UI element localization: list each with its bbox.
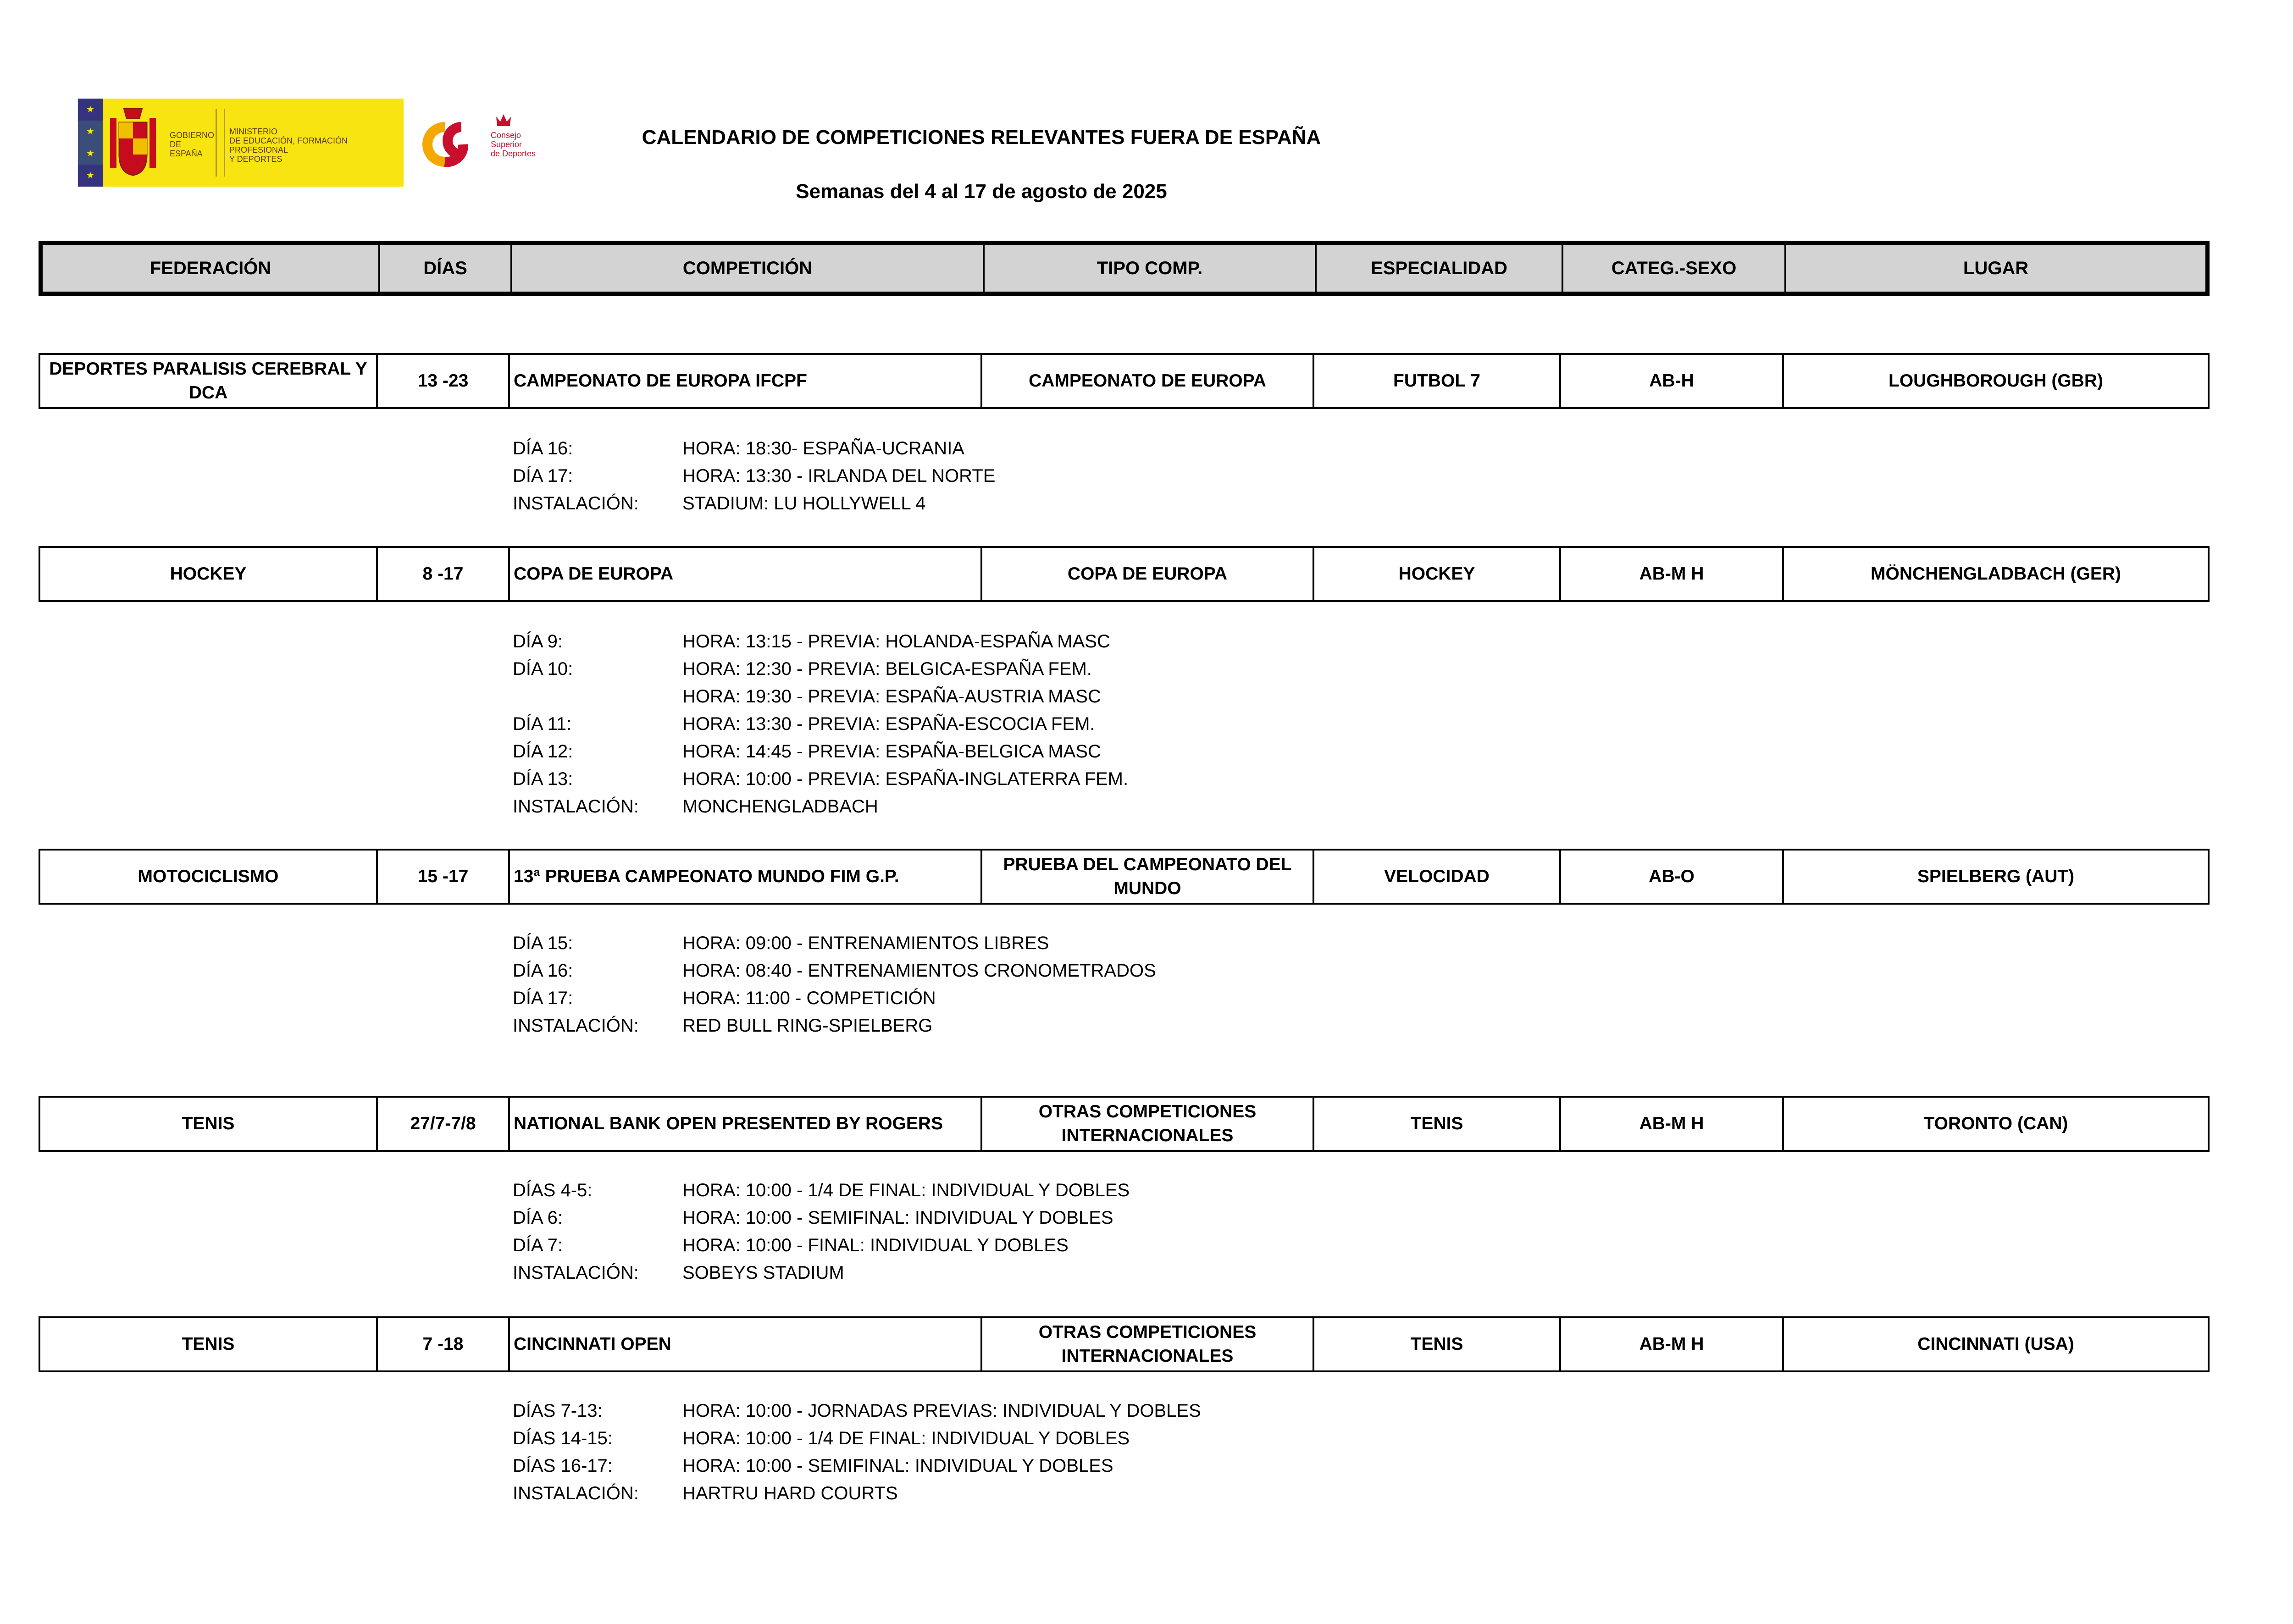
detail-label: INSTALACIÓN: [513, 1016, 639, 1036]
detail-label: DÍAS 16-17: [513, 1456, 613, 1476]
header-especialidad: ESPECIALIDAD [1317, 245, 1563, 292]
detail-label: INSTALACIÓN: [513, 1483, 639, 1503]
cell-categoria: AB-M H [1561, 548, 1784, 600]
cell-categoria: AB-O [1561, 851, 1784, 903]
detail-value: HORA: 10:00 - SEMIFINAL: INDIVIDUAL Y DOBLES [682, 1456, 1113, 1476]
cell-tipo: CAMPEONATO DE EUROPA [982, 355, 1314, 407]
detail-label: DÍA 11: [513, 714, 572, 734]
header-categoria: CATEG.-SEXO [1563, 245, 1786, 292]
header-lugar: LUGAR [1963, 258, 2029, 278]
detail-label: DÍA 7: [513, 1235, 563, 1255]
gobierno-line: DE ESPAÑA [170, 140, 203, 158]
cell-competicion: NATIONAL BANK OPEN PRESENTED BY ROGERS [510, 1098, 982, 1150]
detail-label: DÍA 13: [513, 769, 573, 789]
detail-value: HORA: 10:00 - PREVIA: ESPAÑA-INGLATERRA FEM. [682, 769, 1129, 789]
eu-stars: ★ ★ ★ ★ [86, 105, 94, 181]
cell-competicion: CAMPEONATO DE EUROPA IFCPF [510, 355, 982, 407]
cell-especialidad: TENIS [1314, 1098, 1561, 1150]
detail-label: DÍA 10: [513, 659, 573, 679]
ministerio-line: Y DEPORTES [229, 155, 282, 164]
competition-row [39, 1096, 2210, 1152]
detail-value: STADIUM: LU HOLLYWELL 4 [682, 493, 926, 514]
detail-value: HORA: 09:00 - ENTRENAMIENTOS LIBRES [682, 933, 1049, 953]
detail-value: HORA: 13:30 - IRLANDA DEL NORTE [682, 466, 996, 486]
cell-especialidad: HOCKEY [1314, 548, 1561, 600]
table-header [39, 241, 2210, 296]
cell-tipo: OTRAS COMPETICIONES INTERNACIONALES [982, 1318, 1314, 1370]
cell-competicion: COPA DE EUROPA [510, 548, 982, 600]
detail-value: HARTRU HARD COURTS [682, 1483, 898, 1503]
detail-value: HORA: 10:00 - FINAL: INDIVIDUAL Y DOBLES [682, 1235, 1069, 1255]
header-competicion: COMPETICIÓN [512, 245, 985, 292]
detail-value: HORA: 12:30 - PREVIA: BELGICA-ESPAÑA FEM. [682, 659, 1092, 679]
detail-value: HORA: 19:30 - PREVIA: ESPAÑA-AUSTRIA MASC [682, 686, 1101, 707]
detail-value: HORA: 10:00 - 1/4 DE FINAL: INDIVIDUAL Y DOBLES [682, 1428, 1130, 1448]
detail-value: MONCHENGLADBACH [682, 796, 878, 817]
detail-label: DÍA 16: [513, 961, 573, 981]
gobierno-logo [78, 99, 404, 187]
cell-federacion: HOCKEY [40, 548, 378, 600]
detail-value: HORA: 14:45 - PREVIA: ESPAÑA-BELGICA MASC [682, 741, 1101, 762]
cell-federacion: TENIS [40, 1098, 378, 1150]
detail-label: INSTALACIÓN: [513, 493, 639, 514]
detail-label: DÍA 9: [513, 631, 563, 652]
cell-competicion: CINCINNATI OPEN [510, 1318, 982, 1370]
cell-tipo: OTRAS COMPETICIONES INTERNACIONALES [982, 1098, 1314, 1150]
gobierno-text [170, 131, 213, 158]
csd-emblem-icon [417, 99, 486, 187]
cell-competicion: 13ª PRUEBA CAMPEONATO MUNDO FIM G.P. [510, 851, 982, 903]
cell-lugar: TORONTO (CAN) [1923, 1114, 2068, 1133]
detail-label: INSTALACIÓN: [513, 1263, 639, 1283]
ministerio-line: DE EDUCACIÓN, FORMACIÓN PROFESIONAL [229, 136, 348, 155]
cell-especialidad: VELOCIDAD [1314, 851, 1561, 903]
detail-label: DÍAS 7-13: [513, 1401, 603, 1421]
cell-federacion: DEPORTES PARALISIS CEREBRAL Y DCA [40, 355, 378, 407]
detail-label: INSTALACIÓN: [513, 796, 639, 817]
cell-categoria: AB-H [1561, 355, 1784, 407]
detail-value: HORA: 13:30 - PREVIA: ESPAÑA-ESCOCIA FEM. [682, 714, 1095, 734]
logo-divider [216, 109, 217, 177]
detail-value: HORA: 10:00 - SEMIFINAL: INDIVIDUAL Y DOBLES [682, 1208, 1113, 1228]
detail-label: DÍA 12: [513, 741, 573, 762]
detail-value: HORA: 13:15 - PREVIA: HOLANDA-ESPAÑA MASC [682, 631, 1110, 652]
coat-of-arms-icon [105, 104, 161, 181]
detail-label: DÍA 16: [513, 438, 573, 458]
detail-value: RED BULL RING-SPIELBERG [682, 1016, 933, 1036]
ministerio-text [229, 127, 404, 164]
detail-label: DÍA 17: [513, 988, 573, 1008]
cell-lugar: LOUGHBOROUGH (GBR) [1889, 371, 2103, 391]
logo-divider [224, 109, 225, 177]
csd-logo [417, 99, 559, 187]
crown-icon [494, 111, 513, 130]
competition-row [39, 849, 2210, 905]
cell-especialidad: FUTBOL 7 [1314, 355, 1561, 407]
detail-value: HORA: 10:00 - JORNADAS PREVIAS: INDIVIDUAL Y DOBLES [682, 1401, 1201, 1421]
detail-label: DÍA 17: [513, 466, 573, 486]
competition-row [39, 1316, 2210, 1372]
detail-value: HORA: 10:00 - 1/4 DE FINAL: INDIVIDUAL Y DOBLES [682, 1180, 1130, 1200]
cell-dias: 13 -23 [378, 355, 510, 407]
cell-lugar: SPIELBERG (AUT) [1917, 867, 2075, 886]
detail-label: DÍA 15: [513, 933, 573, 953]
cell-dias: 15 -17 [378, 851, 510, 903]
detail-value: HORA: 18:30- ESPAÑA-UCRANIA [682, 438, 964, 458]
detail-label: DÍA 6: [513, 1208, 563, 1228]
header-federacion: FEDERACIÓN [43, 245, 380, 292]
page-subtitle: Semanas del 4 al 17 de agosto de 2025 [796, 180, 1167, 203]
csd-line: Superior [491, 140, 522, 149]
cell-especialidad: TENIS [1314, 1318, 1561, 1370]
cell-categoria: AB-M H [1561, 1098, 1784, 1150]
header-dias: DÍAS [380, 245, 512, 292]
cell-tipo: COPA DE EUROPA [982, 548, 1314, 600]
cell-lugar: MÖNCHENGLADBACH (GER) [1871, 564, 2121, 584]
cell-lugar: CINCINNATI (USA) [1917, 1334, 2074, 1354]
cell-federacion: TENIS [40, 1318, 378, 1370]
csd-line: Consejo [491, 131, 521, 140]
detail-label: DÍAS 14-15: [513, 1428, 613, 1448]
detail-value: SOBEYS STADIUM [682, 1263, 844, 1283]
page-title: CALENDARIO DE COMPETICIONES RELEVANTES FUERA DE ESPAÑA [642, 126, 1321, 149]
header-tipo: TIPO COMP. [985, 245, 1317, 292]
cell-categoria: AB-M H [1561, 1318, 1784, 1370]
ministerio-line: MINISTERIO [229, 127, 278, 136]
csd-line: de Deportes [491, 149, 536, 158]
cell-dias: 8 -17 [378, 548, 510, 600]
detail-label: DÍAS 4-5: [513, 1180, 593, 1200]
detail-value: HORA: 11:00 - COMPETICIÓN [682, 988, 936, 1008]
competition-row [39, 546, 2210, 602]
csd-text [491, 131, 536, 158]
cell-federacion: MOTOCICLISMO [40, 851, 378, 903]
gobierno-line: GOBIERNO [170, 131, 215, 140]
cell-tipo: PRUEBA DEL CAMPEONATO DEL MUNDO [982, 851, 1314, 903]
cell-dias: 7 -18 [378, 1318, 510, 1370]
cell-dias: 27/7-7/8 [378, 1098, 510, 1150]
competition-row [39, 353, 2210, 409]
detail-value: HORA: 08:40 - ENTRENAMIENTOS CRONOMETRADOS [682, 961, 1156, 981]
